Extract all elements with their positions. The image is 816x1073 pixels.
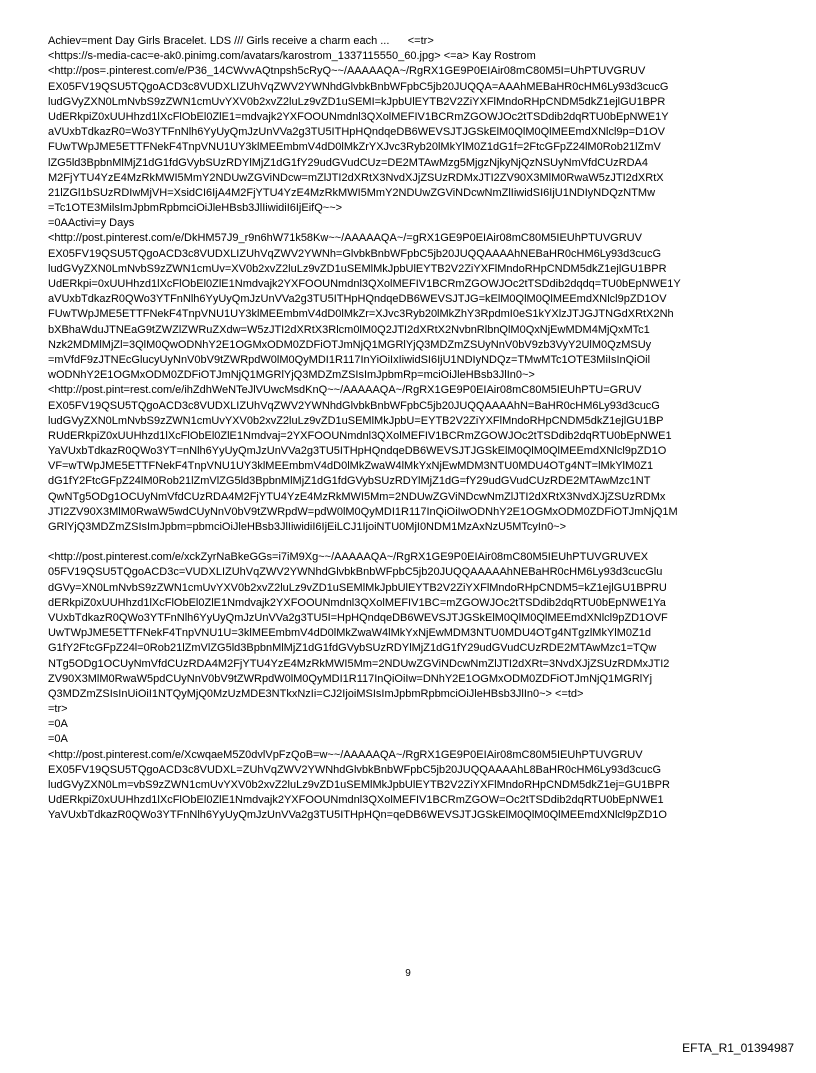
text-line: G1fY2FtcGFpZ24l=0Rob21lZmVlZG5ld3BpbnMlMjZ1dG1fdGVybSUzRDYlMjZ1dG1fY29udGVudCUzRDE2MTAwMzc1=TQw [48,642,657,655]
text-line: NTg5ODg1OCUyNmVfdCUzRDA4M2FjYTU4YzE4MzRkMWI5Mm=2NDUwZGViNDcwNmZlJTI2dXRt=3NvdXJjZSUzRDMxJTI2 [48,657,670,670]
text-line: <http://post.pinterest.com/e/XcwqaeM5Z0dvlVpFzQoB=w~~/AAAAAQA~/RgRX1GE9P0EIAir08mC80M5IEUhPTUVGRUV [48,748,643,761]
text-line: QwNTg5ODg1OCUyNmVfdCUzRDA4M2FjYTU4YzE4MzRkMWI5Mm=2NDUwZGViNDcwNmZlJTI2dXRtX3NvdXJjZSUzRDMx [48,490,666,503]
text-line: =0A [48,733,68,746]
text-line: lZG5ld3BpbnMlMjZ1dG1fdGVybSUzRDYlMjZ1dG1fY29udGVudCUz=DE2MTAwMzg5MjgzNjkyNjQzNSUyNmVfdCUzRDA4 [48,156,648,169]
text-line: =Tc1OTE3MilsImJpbmRpbmciOiJleHBsb3JlIiwidiI6IjEifQ~~> [48,202,343,215]
text-line: M2FjYTU4YzE4MzRkMWI5MmY2NDUwZGViNDcw=mZlJTI2dXRtX3NvdXJjZSUzRDMxJTI2ZV90X3MlM0RwaW5zJTI2dXRtX [48,171,664,184]
text-line: JTI2ZV90X3MlM0RwaW5wdCUyNnV0bV9tZWRpdW=pdW0lM0QyMDI1R117InQiOiIwODNhY2E1OGMxODM0ZDFiOTJmNjQ1M [48,505,678,518]
text-line: Nzk2MDMlMjZl=3QlM0QwODNhY2E1OGMxODM0ZDFiOTJmNjQ1MGRlYjQ3MDZmZSUyNnV0bV9zb3VyY2UlM0QzMSUy [48,338,652,351]
text-line: YaVUxbTdkazR0QWo3YT=nNlh6YyUyQmJzUnVVa2g3TU5ITHpHQndqeDB6WEVSJTJGSkElM0QlM0QlMEEmdXNlcl9pZD1O [48,445,667,458]
text-line: <http://post.pinterest.com/e/xckZyrNaBkeGGs=i7iM9Xg~~/AAAAAQA~/RgRX1GE9P0EIAir08mC80M5IEUhPTUVGRUVEX [48,551,649,564]
text-line: 21lZGl1bSUzRDIwMjVH=XsidCI6IjA4M2FjYTU4YzE4MzRkMWI5MmY2NDUwZGViNDcwNmZlIiwidSI6IjU1NDIyNDQzNTMw [48,186,656,199]
bates-number: EFTA_R1_01394987 [682,1041,794,1055]
text-line: Q3MDZmZSIsInUiOiI1NTQyMjQ0MzUzMDE3NTkxNzIi=CJ2IjoiMSIsImJpbmRpbmciOiJleHBsb3JlIn0~> <=td> [48,687,584,700]
text-line: Achiev=ment Day Girls Bracelet. LDS /// Girls receive a charm each ... <=tr> [48,35,434,47]
text-line: <http://post.pint=rest.com/e/ihZdhWeNTeJlVUwcMsdKnQ~~/AAAAAQA~/RgRX1GE9P0EIAir08mC80M5IEUhPTU=GRUV [48,384,642,397]
paragraph-gap [48,535,776,550]
text-line: dG1fY2FtcGFpZ24lM0Rob21lZmVlZG5ld3BpbnMlMjZ1dG1fdGVybSUzRDYlMjZ1dG=fY29udGVudCUzRDE2MTAwMzc1NT [48,475,651,488]
text-line: <http://post.pinterest.com/e/DkHM57J9_r9n6hW71k58Kw~~/AAAAAQA~/=gRX1GE9P0EIAir08mC80M5IEUhPTUVGRUV [48,232,642,245]
text-line: EX05FV19QSU5TQgoACD3c8VUDXL=ZUhVqZWV2YWNhdGlvbkBnbWFpbC5jb20JUQQAAAAhL8BaHR0cHM6Ly93d3cucG [48,763,662,776]
text-line: bXBhaWduJTNEaG9tZWZlZWRuZXdw=W5zJTI2dXRtX3Rlcm0lM0Q2JTI2dXRtX2NvbnRlbnQlM0QxNjEwMDM4MjQxMTc1 [48,323,650,336]
text-line: =tr> [48,703,68,716]
text-line: VF=wTWpJME5ETTFNekF4TnpVNU1UY3klMEEmbmV4dD0lMkZwaW4lMkYxNjEwMDM3NTU0MDU4OTg4NT=lMkYlM0Z1 [48,460,654,473]
text-line: =0A [48,718,68,731]
text-line: aVUxbTdkazR0QWo3YTFnNlh6YyUyQmJzUnVVa2g3TU5ITHpHQndqeDB6WEVSJTJG=kElM0QlM0QlMEEmdXNlcl9pZD1OV [48,293,667,306]
text-line: dERkpiZ0xUUHhzd1lXcFlObEl0ZlE1Nmdvajk2YXFOOUNmdnl3QXolMEFIV1BC=mZGOWJOc2tTSDdib2dqRTU0bEpNWE1Ya [48,596,666,609]
text-line: FUwTWpJME5ETTFNekF4TnpVNU1UY3klMEEmbmV4dD0lMkZr=XJvc3Ryb20lMkZhY3RpdmI0eS1kYXlzJTJGJTNGdXRtX2Nh [48,308,674,321]
text-line: ludGVyZXN0LmNvbS9zZWN1cmUv=XV0b2xvZ2luLz9vZD1uSEMlMkJpbUlEYTB2V2ZiYXFlMndoRHpCNDM5dkZ1ejlGU1BPR [48,262,667,275]
text-line: =mVfdF9zJTNEcGlucyUyNnV0bV9tZWRpdW0lM0QyMDI1R117InYiOiIxIiwidSI6IjU1NDIyNDQz=TMwMTc1OTE3MiIsInQiOil [48,353,651,366]
email-body [48,34,776,824]
text-line: ZV90X3MlM0RwaW5pdCUyNnV0bV9tZWRpdW0lM0QyMDI1R117InQiOiIw=DNhY2E1OGMxODM0ZDFiOTJmNjQ1MGRlYj [48,672,653,685]
text-line: ludGVyZXN0LmNvbS9zZWN1cmUvYXV0b2xvZ2luLz9vZD1uSEMlMkJpbU=EYTB2V2ZiYXFlMndoRHpCNDM5dkZ1ejlGU1BP [48,414,664,427]
text-line: ludGVyZXN0LmNvbS9zZWN1cmUvYXV0b2xvZ2luLz9vZD1uSEMI=kJpbUlEYTB2V2ZiYXFlMndoRHpCNDM5dkZ1ejlGU1BPR [48,95,666,108]
text-line: wODNhY2E1OGMxODM0ZDFiOTJmNjQ1MGRlYjQ3MDZmZSIsImJpbmRp=mciOiJleHBsb3JlIn0~> [48,369,535,382]
text-line: =0AActivi=y Days [48,217,135,230]
text-line: dGVy=XN0LmNvbS9zZWN1cmUvYXV0b2xvZ2luLz9vZD1uSEMlMkJpbUlEYTB2V2ZiYXFlMndoRHpCNDM5=kZ1ejlGU1BPRU [48,581,667,594]
text-line: UwTWpJME5ETTFNekF4TnpVNU1U=3klMEEmbmV4dD0lMkZwaW4lMkYxNjEwMDM3NTU0MDU4OTg4NTgzlMkYlM0Z1d [48,627,651,640]
text-line: EX05FV19QSU5TQgoACD3c8VUDXLIZUhVqZWV2YWNh=GlvbkBnbWFpbC5jb20JUQQAAAAhNEBaHR0cHM6Ly93d3cucG [48,247,662,260]
text-line: UdERkpiZ0xUUHhzd1lXcFlObEl0ZlE1Nmdvajk2YXFOOUNmdnl3QXolMEFIV1BCRmZGOW=Oc2tTSDdib2dqRTU0bEpNWE1 [48,794,664,807]
text-line: FUwTWpJME5ETTFNekF4TnpVNU1UY3klMEEmbmV4dD0lMkZrYXJvc3Ryb20lMkYlM0Z1dG1f=2FtcGFpZ24lM0Rob21lZmV [48,141,661,154]
text-line: RUdERkpiZ0xUUHhzd1lXcFlObEl0ZlE1Nmdvaj=2YXFOOUNmdnl3QXolMEFIV1BCRmZGOWJOc2tTSDdib2dqRTU0bEpNWE1 [48,429,672,442]
text-line: 05FV19QSU5TQgoACD3c=VUDXLIZUhVqZWV2YWNhdGlvbkBnbWFpbC5jb20JUQQAAAAAhNEBaHR0cHM6Ly93d3cucGlu [48,566,663,579]
text-line: GRlYjQ3MDZmZSIsImJpbm=pbmciOiJleHBsb3JlIiwidiI6IjEiLCJ1IjoiNTU0MjI0NDM1MzAxNzU5MTcyIn0~> [48,521,567,533]
text-line: <https://s-media-cac=e-ak0.pinimg.com/avatars/karostrom_1337115550_60.jpg> <=a> Kay Rostrom [48,50,536,63]
text-line: VUxbTdkazR0QWo3YTFnNlh6YyUyQmJzUnVVa2g3TU5I=HpHQndqeDB6WEVSJTJGSkElM0QlM0QlMEEmdXNlcl9pZD1OVF [48,611,668,624]
text-line: <http://pos=.pinterest.com/e/P36_14CWvvAQtnpsh5cRyQ~~/AAAAAQA~/RgRX1GE9P0EIAir08mC80M5I=UhPTUVGRUV [48,65,646,78]
text-line: UdERkpiZ0xUUHhzd1lXcFlObEl0ZlE1=mdvajk2YXFOOUNmdnl3QXolMEFIV1BCRmZGOWJOc2tTSDdib2dqRTU0bEpNWE1Y [48,110,669,123]
page-number: 9 [405,968,411,979]
text-line: YaVUxbTdkazR0QWo3YTFnNlh6YyUyQmJzUnVVa2g3TU5ITHpHQn=qeDB6WEVSJTJGSkElM0QlM0QlMEEmdXNlcl9pZD1O [48,809,667,822]
text-line: EX05FV19QSU5TQgoACD3c8VUDXLIZUhVqZWV2YWNhdGlvbkBnbWFpbC5jb20JUQQAAAAhN=BaHR0cHM6Ly93d3cucG [48,399,660,412]
text-line: EX05FV19QSU5TQgoACD3c8VUDXLIZUhVqZWV2YWNhdGlvbkBnbWFpbC5jb20JUQQA=AAAhMEBaHR0cHM6Ly93d3cucG [48,80,669,93]
text-line: ludGVyZXN0Lm=vbS9zZWN1cmUvYXV0b2xvZ2luLz9vZD1uSEMlMkJpbUlEYTB2V2ZiYXFlMndoRHpCNDM5dkZ1ej=GU1BPR [48,779,670,791]
text-line: UdERkpi=0xUUHhzd1lXcFlObEl0ZlE1Nmdvajk2YXFOOUNmdnl3QXolMEFIV1BCRmZGOWJOc2tTSDdib2dqdq=TU0bEpNWE1Y [48,278,681,290]
text-line: aVUxbTdkazR0=Wo3YTFnNlh6YyUyQmJzUnVVa2g3TU5ITHpHQndqeDB6WEVSJTJGSkElM0QlM0QlMEEmdXNlcl9p=D1OV [48,126,666,139]
